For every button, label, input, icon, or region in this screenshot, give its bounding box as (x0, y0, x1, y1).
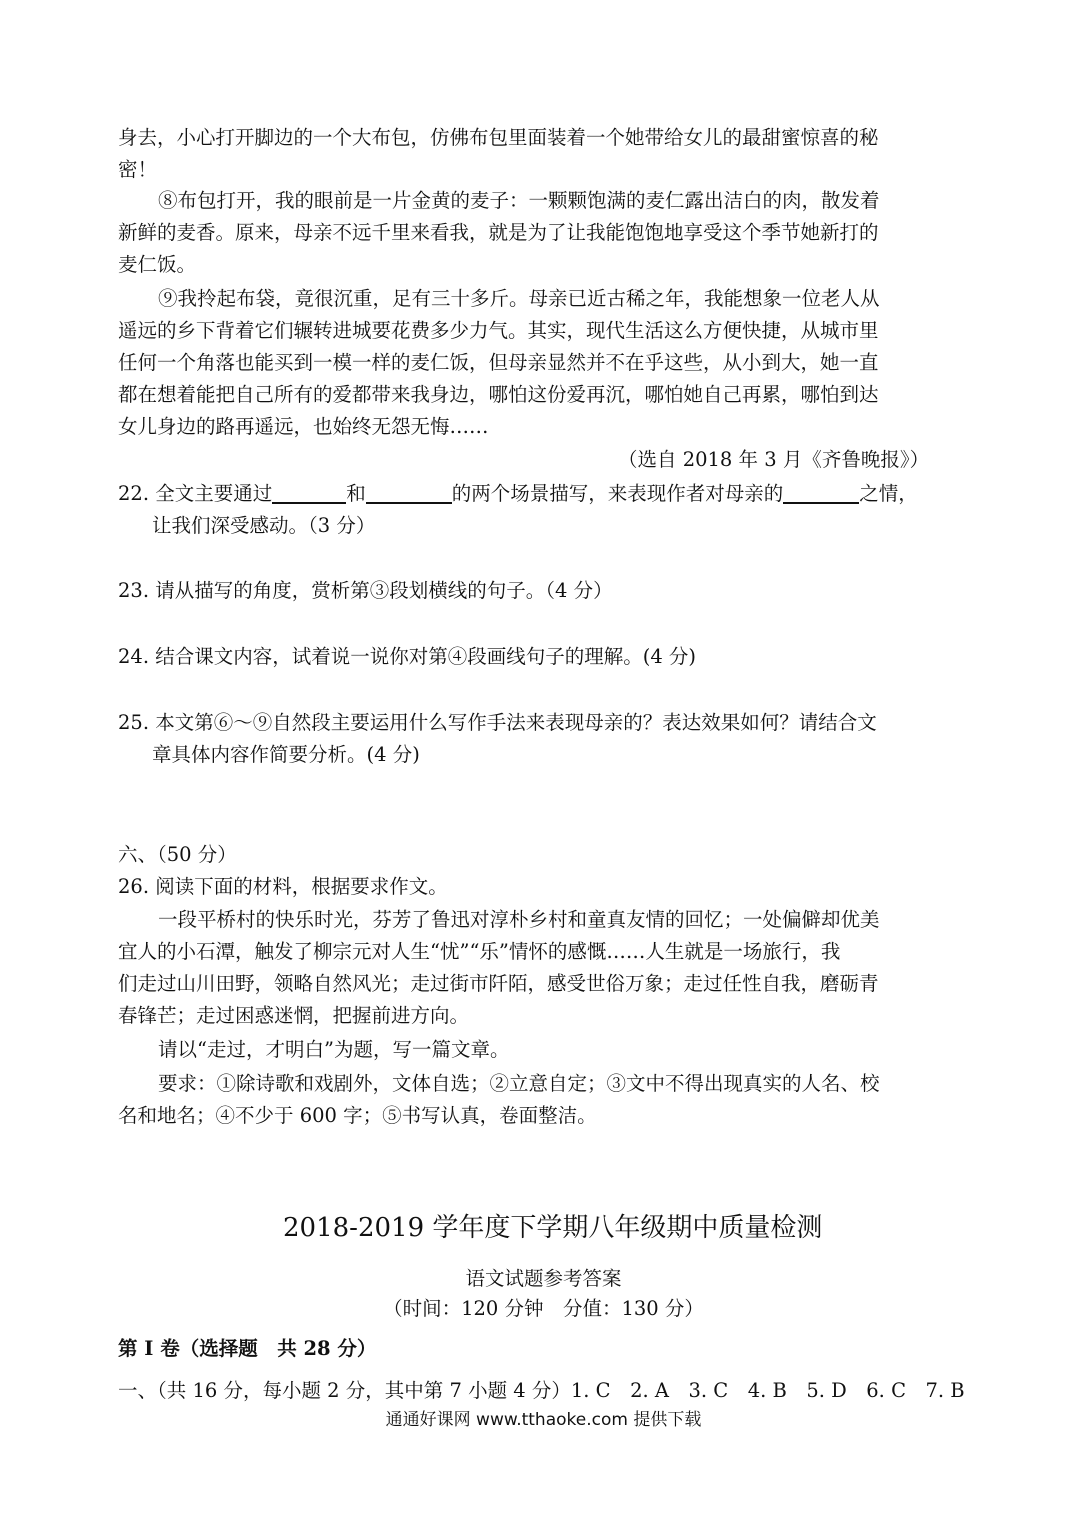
passage-line: 女儿身边的路再遥远，也始终无怨无悔…… (118, 415, 489, 438)
passage-line: ⑧布包打开，我的眼前是一片金黄的麦子：一颗颗饱满的麦仁露出洁白的肉，散发着 (158, 189, 880, 212)
passage-line: 密！ (118, 158, 158, 181)
q22-text-d: 之情， (859, 482, 918, 505)
answer-key-subtitle: 语文试题参考答案 (465, 1267, 622, 1290)
passage-source: （选自 2018 年 3 月《齐鲁晚报》） (618, 448, 930, 471)
material-line: 春锋芒；走过困惑迷惘，把握前进方向。 (118, 1004, 470, 1027)
q22-blank-3[interactable] (783, 480, 859, 504)
material-line: 宜人的小石潭，触发了柳宗元对人生“忧”“乐”情怀的感慨……人生就是一场旅行，我 (118, 940, 841, 963)
essay-requirements-cont: 名和地名；④不少于 600 字；⑤书写认真，卷面整洁。 (118, 1104, 597, 1127)
q22-text-a: 22. 全文主要通过 (118, 482, 273, 505)
q22-text-b: 和 (346, 482, 366, 505)
material-line: 一段平桥村的快乐时光，芬芳了鲁迅对淳朴乡村和童真友情的回忆；一处偏僻却优美 (158, 908, 880, 931)
q22-text-c: 的两个场景描写，来表现作者对母亲的 (451, 482, 784, 505)
section-6-title: 六、（50 分） (118, 843, 237, 866)
passage-line: 新鲜的麦香。原来，母亲不远千里来看我，就是为了让我能饱饱地享受这个季节她新打的 (118, 221, 879, 244)
question-24: 24. 结合课文内容，试着说一说你对第④段画线句子的理解。(4 分) (118, 645, 697, 668)
passage-line: ⑨我拎起布袋，竟很沉重，足有三十多斤。母亲已近古稀之年，我能想象一位老人从 (158, 287, 880, 310)
question-22 (118, 479, 918, 509)
passage-line: 遥远的乡下背着它们辗转进城要花费多少力气。其实，现代生活这么方便快捷，从城市里 (118, 319, 879, 342)
section-1-answers: 一、（共 16 分，每小题 2 分，其中第 7 小题 4 分）1. C 2. A 3. C 4. B 5. D 6. C 7. B (118, 1379, 965, 1402)
passage-line: 都在想着能把自己所有的爱都带来我身边，哪怕这份爱再沉，哪怕她自己再累，哪怕到达 (118, 383, 879, 406)
part-1-heading: 第 I 卷（选择题 共 28 分） (118, 1337, 377, 1360)
question-25: 25. 本文第⑥～⑨自然段主要运用什么写作手法来表现母亲的？表达效果如何？请结合文 (118, 711, 877, 734)
page-footer: 通通好课网 www.tthaoke.com 提供下载 (385, 1410, 702, 1430)
question-23: 23. 请从描写的角度，赏析第③段划横线的句子。（4 分） (118, 579, 613, 602)
passage-line: 身去，小心打开脚边的一个大布包，仿佛布包里面装着一个她带给女儿的最甜蜜惊喜的秘 (118, 126, 879, 149)
question-26: 26. 阅读下面的材料，根据要求作文。 (118, 875, 448, 898)
material-line: 们走过山川田野，领略自然风光；走过街市阡陌，感受世俗万象；走过任性自我，磨砺青 (118, 972, 879, 995)
passage-line: 麦仁饭。 (118, 253, 197, 276)
q22-blank-2[interactable] (366, 480, 452, 504)
question-22-cont: 让我们深受感动。（3 分） (152, 514, 376, 537)
q22-blank-1[interactable] (272, 480, 346, 504)
answer-key-time-score: （时间：120 分钟 分值：130 分） (383, 1297, 704, 1320)
essay-requirements: 要求：①除诗歌和戏剧外，文体自选；②立意自定；③文中不得出现真实的人名、校 (158, 1072, 880, 1095)
answer-key-title: 2018-2019 学年度下学期八年级期中质量检测 (283, 1213, 823, 1243)
question-25-cont: 章具体内容作简要分析。(4 分) (152, 743, 420, 766)
passage-line: 任何一个角落也能买到一模一样的麦仁饭，但母亲显然并不在乎这些，从小到大，她一直 (118, 351, 879, 374)
essay-topic: 请以“走过，才明白”为题，写一篇文章。 (158, 1038, 510, 1061)
